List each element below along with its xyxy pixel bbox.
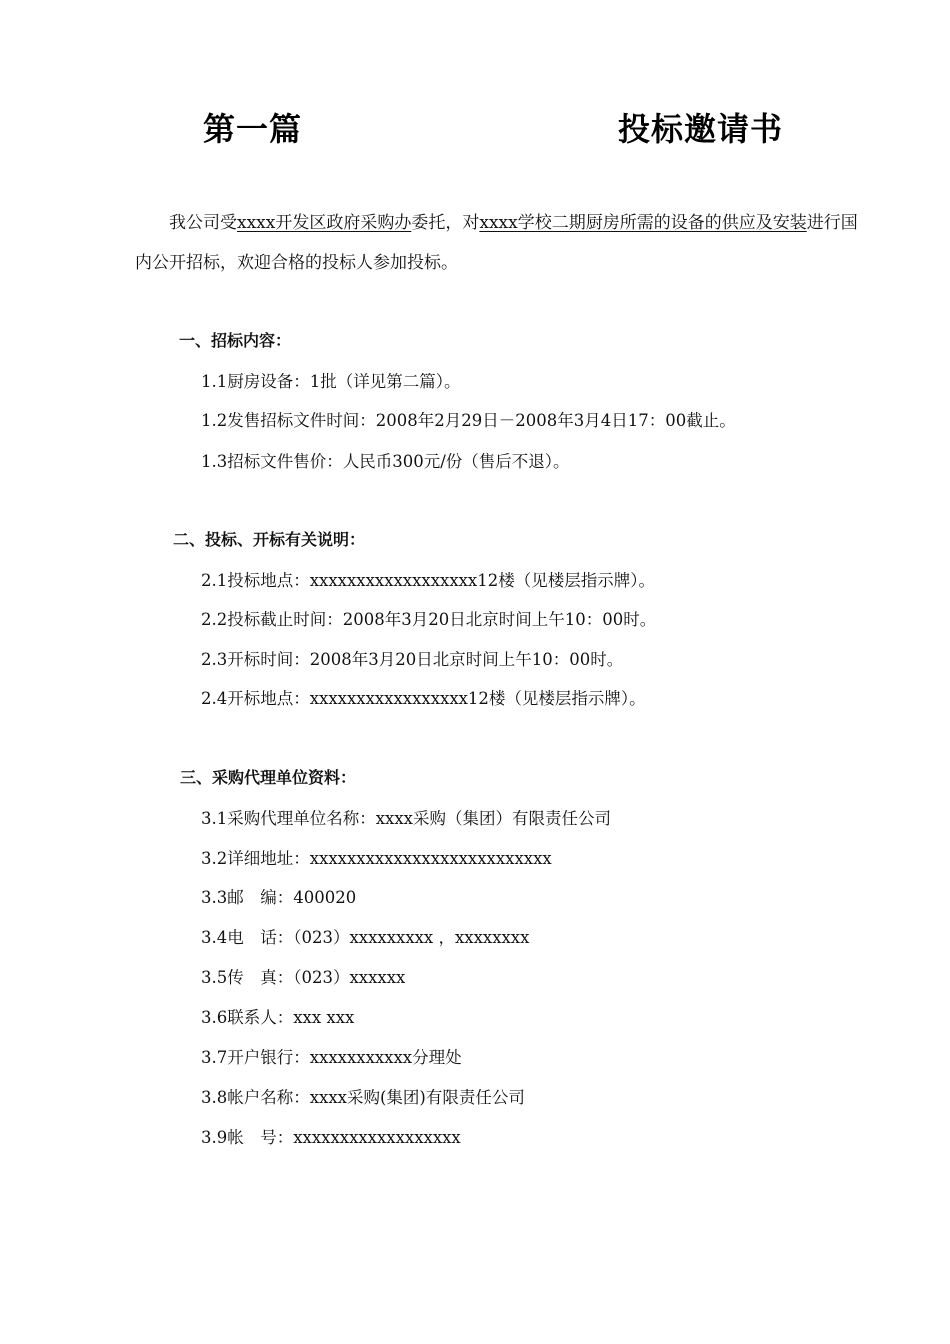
list-item: 2.4开标地点：xxxxxxxxxxxxxxxxx12楼（见楼层指示牌）。 <box>201 689 646 708</box>
section-heading-bid-opening: 二、投标、开标有关说明： <box>173 530 366 549</box>
list-item: 3.2详细地址：xxxxxxxxxxxxxxxxxxxxxxxxxx <box>201 849 552 868</box>
list-item: 3.6联系人：xxx xxx <box>201 1008 355 1027</box>
list-item: 2.2投标截止时间：2008年3月20日北京时间上午10：00时。 <box>201 610 657 629</box>
intro-text-3: 进行国内公开招标，欢迎合格的投标人参加投标。 <box>135 213 858 273</box>
list-item: 2.1投标地点：xxxxxxxxxxxxxxxxxx12楼（见楼层指示牌）。 <box>201 571 655 590</box>
list-item: 3.8帐户名称：xxxx采购(集团)有限责任公司 <box>201 1088 525 1107</box>
list-item: 3.1采购代理单位名称：xxxx采购（集团）有限责任公司 <box>201 809 611 828</box>
list-item: 2.3开标时间：2008年3月20日北京时间上午10：00时。 <box>201 650 624 669</box>
chapter-label: 第一篇 <box>203 110 303 148</box>
list-item: 3.3邮 编：400020 <box>201 888 357 907</box>
list-item: 3.7开户银行：xxxxxxxxxxx分理处 <box>201 1048 462 1067</box>
section-heading-tender-content: 一、招标内容： <box>179 331 292 350</box>
section-heading-agency-info: 三、采购代理单位资料： <box>180 768 357 787</box>
project-name: xxxx学校二期厨房所需的设备的供应及安装 <box>479 213 807 233</box>
intro-text-1: 我公司受 <box>169 213 237 233</box>
list-item: 1.1厨房设备：1批（详见第二篇）。 <box>201 372 461 391</box>
document-title: 投标邀请书 <box>618 110 784 148</box>
list-item: 1.3招标文件售价：人民币300元/份（售后不退）。 <box>201 452 570 471</box>
list-item: 3.9帐 号：xxxxxxxxxxxxxxxxxx <box>201 1128 461 1147</box>
list-item: 1.2发售招标文件时间：2008年2月29日－2008年3月4日17：00截止。 <box>201 411 736 430</box>
client-name: xxxx开发区政府采购办 <box>237 213 412 233</box>
list-item: 3.4电 话：（023）xxxxxxxxx ，xxxxxxxx <box>201 928 530 947</box>
intro-paragraph <box>135 203 865 283</box>
list-item: 3.5传 真：（023）xxxxxx <box>201 968 406 987</box>
intro-text-2: 委托，对 <box>411 213 480 233</box>
